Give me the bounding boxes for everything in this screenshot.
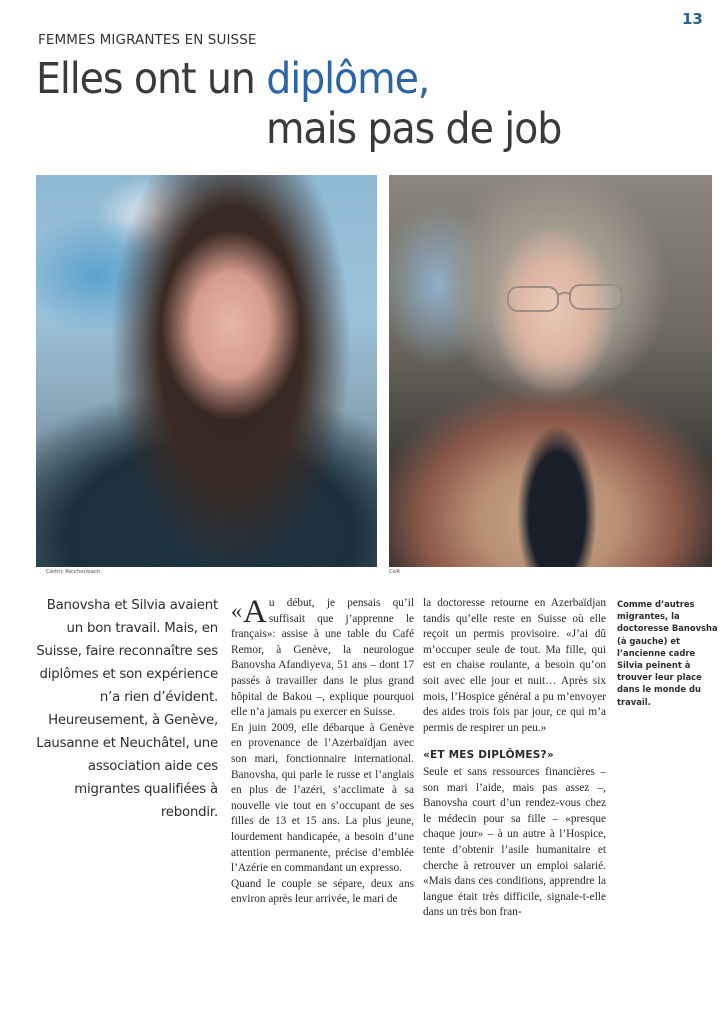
- headline-line-1: [36, 54, 625, 104]
- photo-banovsha: [36, 175, 377, 567]
- page-number: 13: [682, 10, 703, 28]
- article-paragraph-2: En juin 2009, elle débarque à Genève en provenance de l’Azerbaïdjan avec son mari, fonctionnaire international. Banovsha, qui parle le russe et l’anglais en plus de l’azéri, s’acclimate à sa nouvelle vie tout en s’occupant de ses filles de 13 et 15 ans. La plus jeune, lourdement handicapée, a besoin d’une attention permanente, précise d’emblée l’Azérie en commandant un expresso.: [231, 721, 414, 875]
- drop-cap-quote: «: [231, 598, 242, 623]
- section-kicker: FEMMES MIGRANTES EN SUISSE: [38, 32, 257, 48]
- headline: [36, 54, 625, 154]
- article-subhead: «ET MES DIPLÔMES?»: [423, 749, 554, 762]
- drop-cap-letter: A: [243, 594, 267, 630]
- article-paragraph-4: la doctoresse retourne en Azerbaïdjan tandis qu’elle reste en Suisse où elle reçoit un permis provisoire. «J’ai dû m’occuper seule de tout. Ma fille, qui est en chaise roulante, a besoin qu’on soit avec elle jour et nuit… Après six mois, l’Hospice général a pu m’envoyer des aides trois fois par jour, ce qui m’a permis de respirer un peu.»: [423, 597, 606, 734]
- headline-accent-word: diplôme,: [266, 54, 430, 104]
- lede-paragraph: Banovsha et Silvia avaient un bon travail. Mais, en Suisse, faire reconnaître ses diplômes et son expérience n’a rien d’évident. Heureusement, à Genève, Lausanne et Neuchâtel, une association aide ces migrantes qualifiées à rebondir.: [36, 598, 218, 820]
- article-paragraph-1: [231, 596, 414, 721]
- photo-silvia: [389, 175, 712, 567]
- headline-line-2: mais pas de job: [266, 104, 562, 154]
- article-column-2: [423, 596, 606, 921]
- headline-part-1: Elles ont un: [36, 54, 267, 104]
- glasses-shape: [504, 283, 626, 315]
- photo-credit-left: Cédric Reichenbach: [46, 569, 101, 575]
- article-paragraph-5: Seule et sans ressources financières – son mari l’aide, mais pas assez –, Banovsha court d’un rendez-vous chez le médecin pour sa fille – «presque chaque jour» – à un autre à l’Hospice, tente d’obtenir l’asile humanitaire et cherche à retrouver un emploi salarié. «Mais dans ces conditions, apprendre la langue était très difficile, signale-t-elle dans un très bon fran-: [423, 765, 606, 919]
- photo-credit-right: CeR: [389, 569, 401, 575]
- article-paragraph-3: Quand le couple se sépare, deux ans environ après leur arrivée, le mari de: [231, 877, 414, 906]
- photo-caption: Comme d’autres migrantes, la doctoresse Banovsha (à gauche) et l’ancienne cadre Silvia peinent à trouver leur place dans le monde du travail.: [617, 599, 718, 707]
- article-column-1: [231, 596, 414, 908]
- drop-cap: [231, 594, 267, 630]
- article-paragraph-1-text: u début, je pensais qu’il suffisait que j’apprenne le français»: assise à une table du Café Remor, à Genève, la neurologue Banovsha Afandiyeva, 51 ans – dont 17 passés à travailler dans le plus grand hôpital de Bakou –, explique pourquoi elle n’a jamais pu exercer en Suisse.: [231, 597, 414, 719]
